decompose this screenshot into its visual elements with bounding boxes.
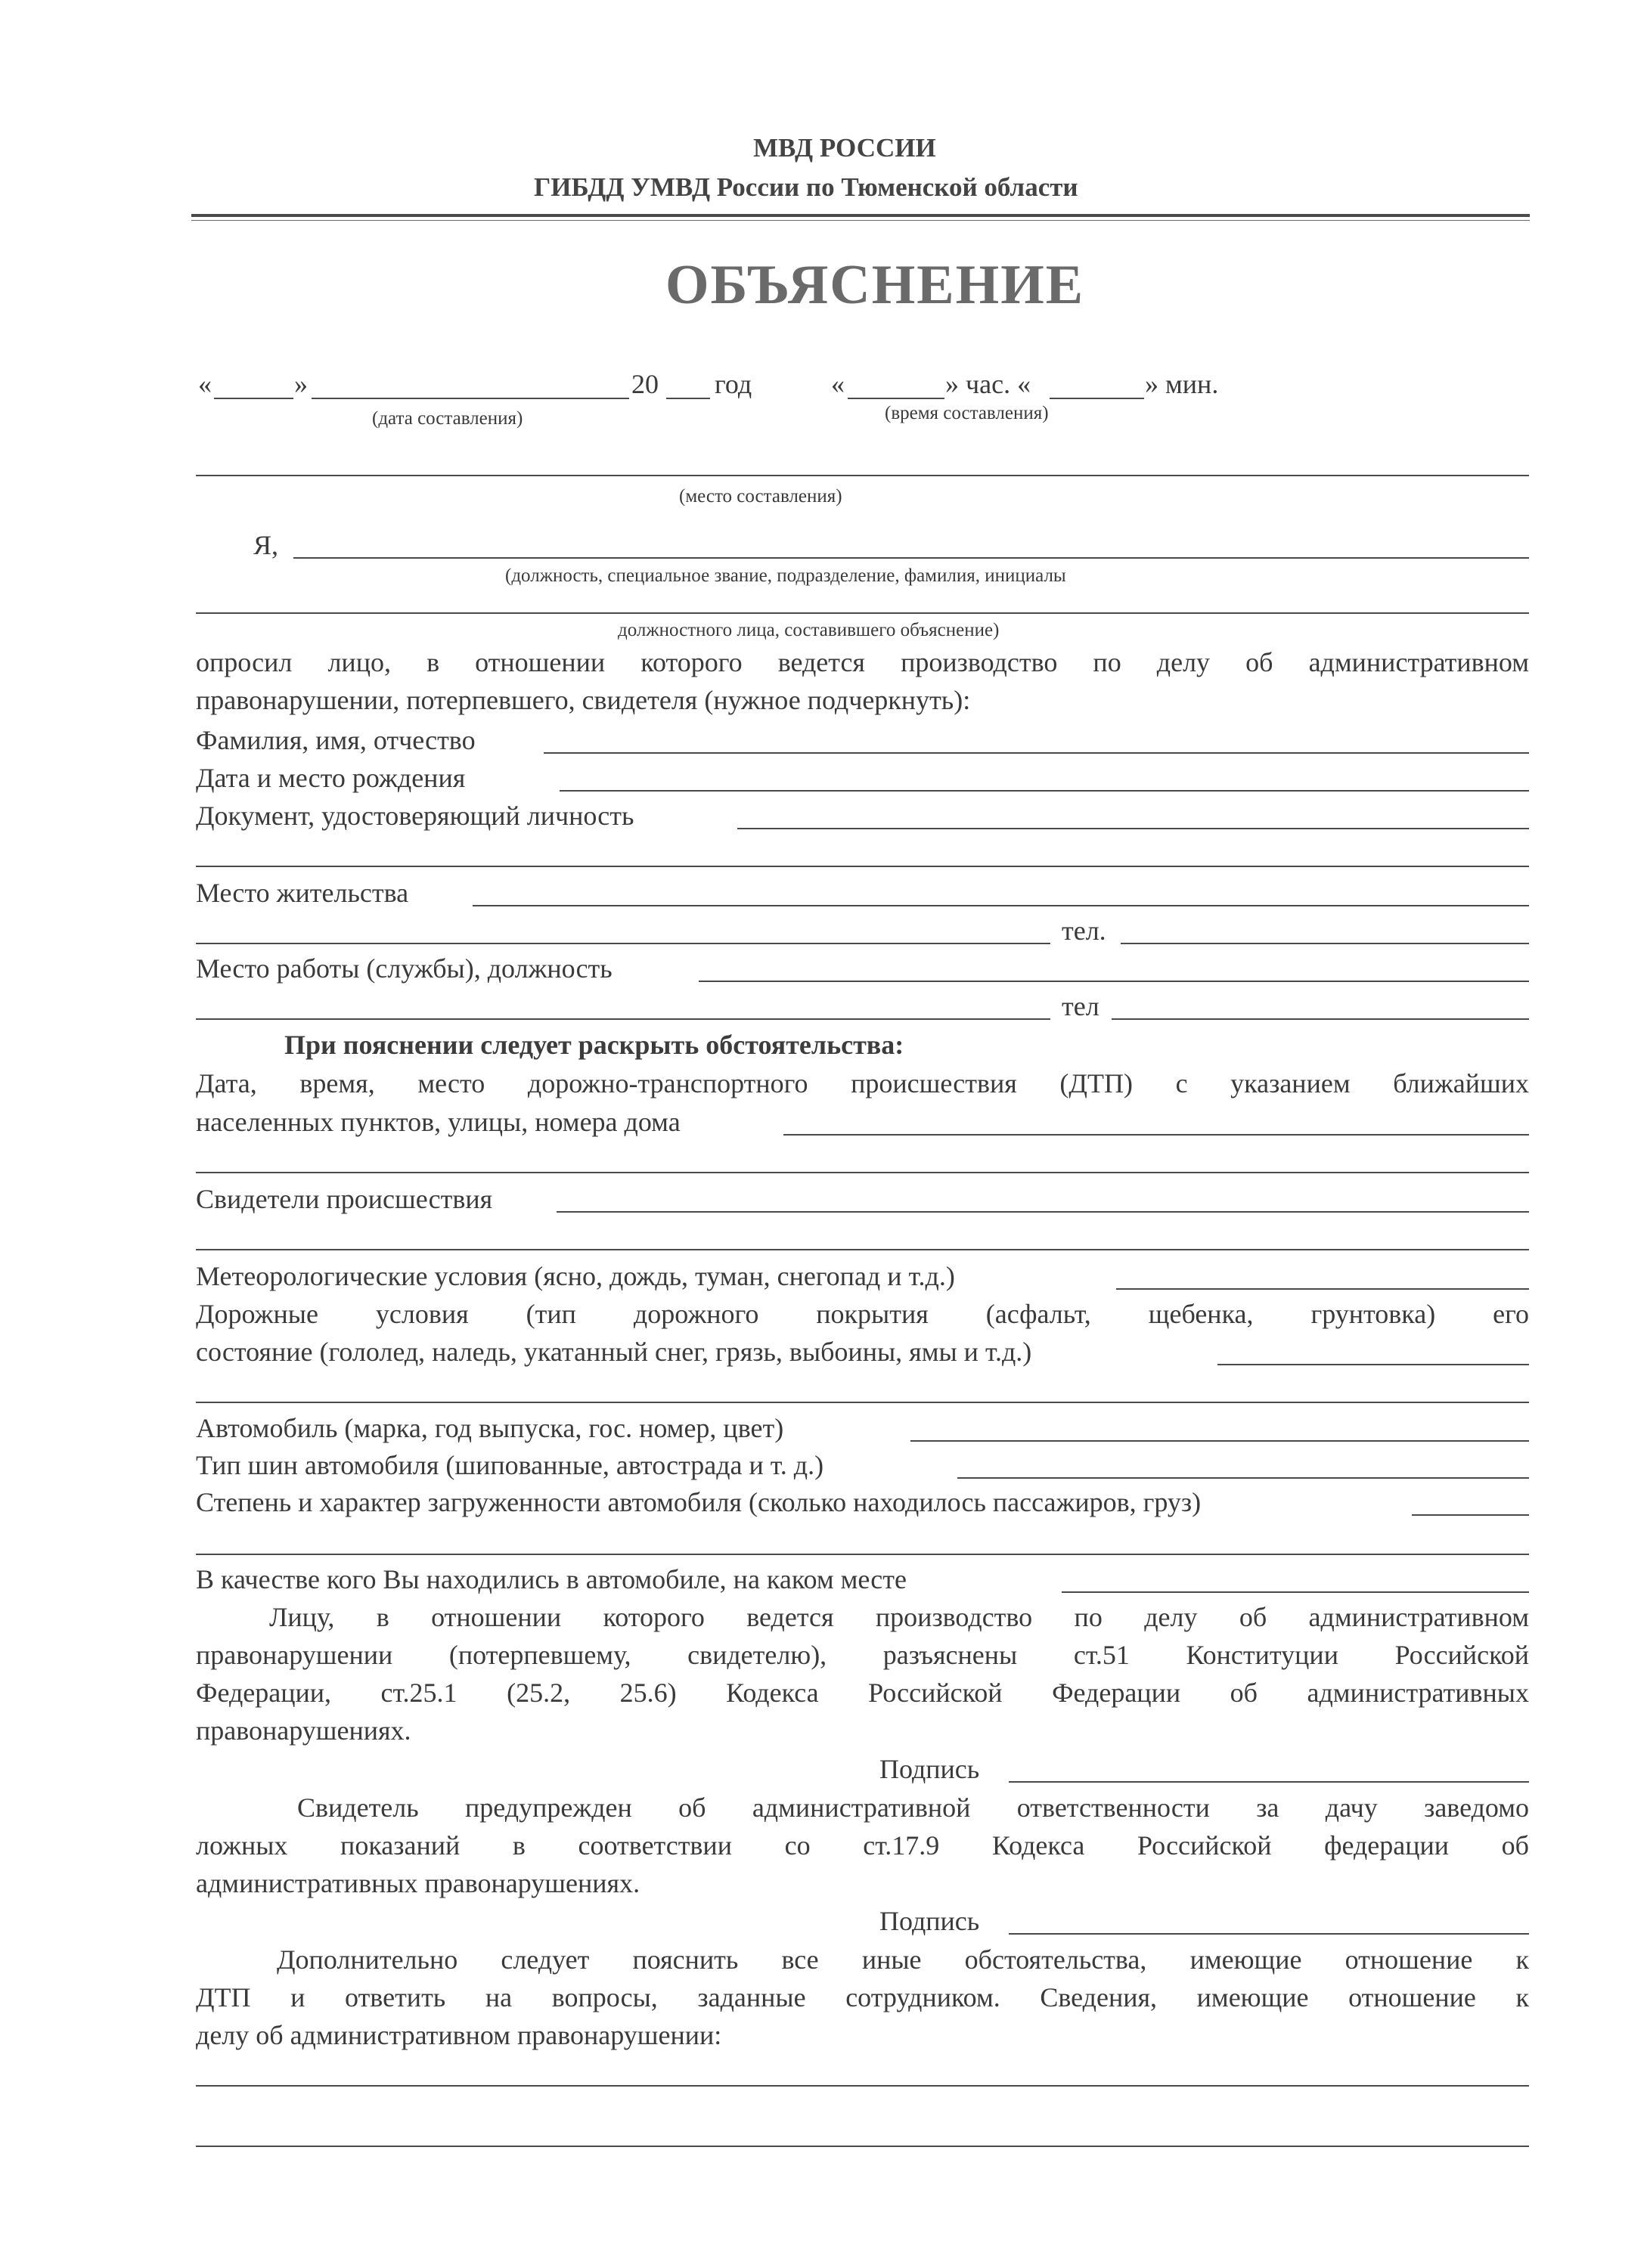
minute-label: » мин. [1145, 369, 1219, 399]
warning-line-3: административных правонарушениях. [196, 1868, 640, 1898]
fio-field[interactable] [544, 752, 1529, 754]
date-caption: (дата составления) [372, 408, 523, 429]
role-label: В качестве кого Вы находились в автомобиле, на каком месте [196, 1564, 907, 1594]
doc-label: Документ, удостоверяющий личность [196, 801, 634, 831]
header-rule-thin [191, 220, 1530, 221]
date-day-close-quote: » [294, 369, 308, 399]
official-field-2[interactable] [196, 612, 1529, 614]
year-suffix: год [715, 369, 752, 399]
date-year-field[interactable] [666, 398, 710, 399]
additional-line-3: делу об административном правонарушении: [196, 2020, 722, 2050]
warning-line-2: ложных показаний в соответствии со ст.17.9 Кодекса Российской федерации об [196, 1830, 1529, 1861]
official-caption-1: (должность, специальное звание, подразделение, фамилия, инициалы [505, 565, 1066, 586]
intro-line-1: опросил лицо, в отношении которого ведется производство по делу об административном [196, 647, 1529, 677]
birth-field[interactable] [560, 790, 1529, 792]
additional-field-2[interactable] [196, 2146, 1529, 2147]
work-field[interactable] [699, 981, 1529, 982]
year-prefix: 20 [631, 369, 659, 399]
doc-field-2[interactable] [196, 866, 1529, 867]
tel1-field[interactable] [1121, 943, 1529, 944]
rights-line-1: Лицу, в отношении которого ведется производство по делу об административном [269, 1602, 1529, 1632]
time-caption: (время составления) [885, 403, 1049, 423]
witnesses-field-2[interactable] [196, 1249, 1529, 1250]
ya-label: Я, [253, 530, 279, 560]
role-field[interactable] [1062, 1591, 1529, 1593]
residence-label: Место жительства [196, 878, 409, 908]
tires-label: Тип шин автомобиля (шипованные, автострада и т. д.) [196, 1450, 824, 1480]
dtp-line-1: Дата, время, место дорожно-транспортного происшествия (ДТП) с указанием ближайших [196, 1068, 1529, 1098]
rights-line-3: Федерации, ст.25.1 (25.2, 25.6) Кодекса Российской Федерации об административных [196, 1678, 1529, 1708]
load-field-2[interactable] [196, 1554, 1529, 1555]
date-month-field[interactable] [312, 398, 629, 399]
dept-title: ГИБДД УМВД России по Тюменской области [534, 172, 1078, 202]
time-minute-field[interactable] [1050, 398, 1144, 399]
tel1-label: тел. [1062, 916, 1106, 946]
residence-field[interactable] [473, 905, 1529, 906]
warning-signature-field[interactable] [1009, 1933, 1529, 1935]
tel2-label: тел [1062, 991, 1099, 1021]
date-day-field[interactable] [214, 398, 293, 399]
document-title: ОБЪЯСНЕНИЕ [665, 254, 1085, 316]
warning-signature-label: Подпись [879, 1906, 980, 1936]
additional-field-1[interactable] [196, 2085, 1529, 2087]
weather-field[interactable] [1116, 1288, 1529, 1290]
intro-line-2: правонарушении, потерпевшего, свидетеля (нужное подчеркнуть): [196, 685, 971, 715]
road-field-2[interactable] [196, 1402, 1529, 1403]
road-field[interactable] [1217, 1364, 1529, 1365]
tel2-field[interactable] [1112, 1018, 1529, 1020]
birth-label: Дата и место рождения [196, 763, 466, 793]
work-field-2[interactable] [196, 1018, 1050, 1020]
dtp-field-2[interactable] [196, 1172, 1529, 1173]
weather-label: Метеорологические условия (ясно, дождь, туман, снегопад и т.д.) [196, 1261, 955, 1291]
dtp-field[interactable] [783, 1134, 1529, 1136]
witnesses-label: Свидетели происшествия [196, 1184, 493, 1214]
work-label: Место работы (службы), должность [196, 953, 613, 984]
residence-field-2[interactable] [196, 943, 1050, 944]
hour-open-quote: « [831, 369, 845, 399]
load-field[interactable] [1412, 1514, 1529, 1516]
date-day-open-quote: « [198, 369, 212, 399]
additional-line-2: ДТП и ответить на вопросы, заданные сотрудником. Сведения, имеющие отношение к [196, 1982, 1529, 2012]
rights-line-4: правонарушениях. [196, 1715, 411, 1746]
place-field[interactable] [196, 475, 1529, 476]
rights-signature-field[interactable] [1009, 1781, 1529, 1783]
rights-line-2: правонарушении (потерпевшему, свидетелю), разъяснены ст.51 Конституции Российской [196, 1640, 1529, 1670]
tires-field[interactable] [957, 1477, 1529, 1479]
fio-label: Фамилия, имя, отчество [196, 725, 476, 755]
road-line-1: Дорожные условия (тип дорожного покрытия (асфальт, щебенка, грунтовка) его [196, 1299, 1529, 1329]
hour-label: » час. « [945, 369, 1031, 399]
place-caption: (место составления) [679, 486, 842, 507]
warning-line-1: Свидетель предупрежден об административной ответственности за дачу заведомо [297, 1792, 1529, 1823]
rights-signature-label: Подпись [879, 1754, 980, 1784]
witnesses-field[interactable] [557, 1211, 1529, 1213]
circumstances-heading: При пояснении следует раскрыть обстоятельства: [284, 1030, 904, 1060]
org-title: МВД РОССИИ [753, 133, 936, 163]
additional-line-1: Дополнительно следует пояснить все иные обстоятельства, имеющие отношение к [277, 1944, 1529, 1975]
car-field[interactable] [910, 1440, 1529, 1442]
header-rule-thick [191, 214, 1530, 217]
road-line-2: состояние (гололед, наледь, укатанный снег, грязь, выбоины, ямы и т.д.) [196, 1337, 1032, 1367]
doc-field[interactable] [737, 828, 1529, 829]
time-hour-field[interactable] [848, 398, 944, 399]
dtp-line-2: населенных пунктов, улицы, номера дома [196, 1107, 681, 1137]
load-label: Степень и характер загруженности автомобиля (сколько находилось пассажиров, груз) [196, 1487, 1202, 1517]
official-field-1[interactable] [293, 557, 1529, 559]
car-label: Автомобиль (марка, год выпуска, гос. номер, цвет) [196, 1413, 784, 1443]
official-caption-2: должностного лица, составившего объяснение) [618, 620, 1000, 640]
